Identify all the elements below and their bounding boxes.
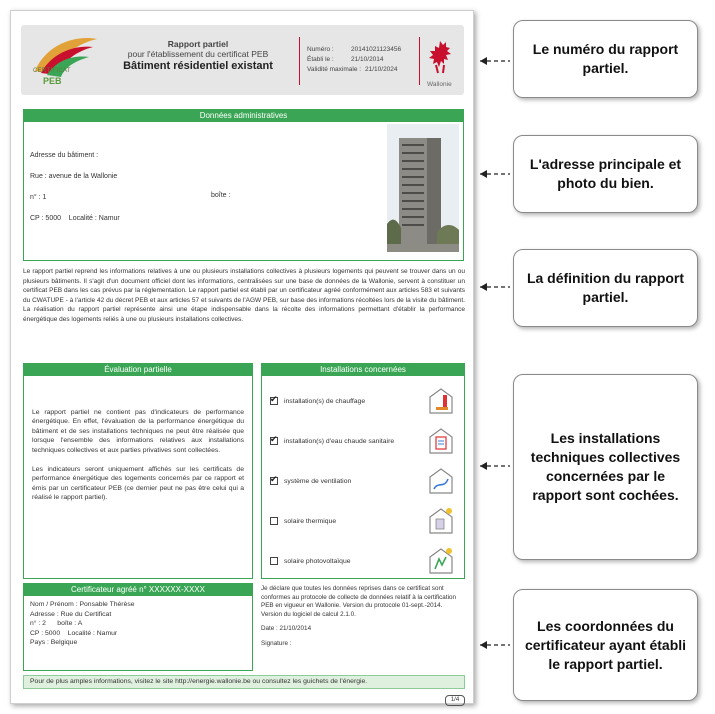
peb-logo-icon — [27, 33, 99, 89]
checkbox-checked[interactable] — [270, 477, 278, 485]
installation-label: solaire photovoltaïque — [284, 557, 351, 565]
photovoltaic-icon — [428, 547, 454, 575]
admin-data-panel — [23, 109, 464, 261]
installation-label: système de ventilation — [284, 477, 352, 485]
callout-installations: Les installations techniques collectives concernées par le rapport sont cochées. — [513, 374, 698, 560]
installation-label: solaire thermique — [284, 517, 337, 525]
declaration-date: Date : 21/10/2014 — [261, 625, 312, 633]
document-header — [21, 25, 464, 95]
street: Rue : avenue de la Wallonie — [30, 173, 118, 180]
callout-report-number: Le numéro du rapport partiel. — [513, 20, 698, 98]
header-title — [105, 39, 291, 72]
certifier-postal-code: CP : 5000 — [30, 629, 61, 637]
certifier-details — [24, 596, 252, 652]
numero-label: Numéro : — [307, 46, 334, 53]
checkbox-checked[interactable] — [270, 437, 278, 445]
checkbox-unchecked[interactable] — [270, 557, 278, 565]
region-label: Wallonie — [427, 81, 452, 88]
house-number: n° : 1 — [30, 194, 47, 201]
certifier-country: Pays : Belgique — [30, 639, 78, 647]
certifier-box: boîte : A — [57, 620, 83, 628]
page-number: 1/4 — [445, 695, 465, 706]
signature-label: Signature : — [261, 639, 292, 647]
arrow-left-icon — [478, 169, 512, 179]
callout-definition: La définition du rapport partiel. — [513, 249, 698, 327]
declaration-block — [261, 585, 465, 649]
installation-label: installation(s) d'eau chaude sanitaire — [284, 437, 395, 445]
installation-label: installation(s) de chauffage — [284, 397, 366, 405]
validite-value: 21/10/2024 — [365, 66, 398, 73]
definition-text: Le rapport partiel reprend les informations relatives à une ou plusieurs installations collectives à plusieurs logements qui peuvent se trouver dans un ou plusieurs bâtiments. Il s'agit d'un document officiel dont les informations, centralisées sur une base de données de la Wallonie, servent à constituer un certificat PEB dans les cas prévus par la réglementation. Le rapport partiel est établi par un certificateur agréé conformément aux articles 583 et suivants du CWATUPE - à l'article 42 du décret PEB et aux articles 57 et suivants de l'AGW PEB, sur base des informations récoltées lors de la visite du bâtiment. La réalisation du rapport partiel représente ainsi une étape indispensable dans la récolte des informations permettant d'établir la performance énergétique des logements reliés à une ou plusieurs installations collectives. — [23, 268, 465, 323]
certifier-locality: Localité : Namur — [67, 629, 118, 637]
locality: Localité : Namur — [68, 215, 120, 222]
installations-panel-title: Installations concernées — [262, 364, 464, 376]
installations-panel — [261, 363, 465, 579]
arrow-left-icon — [478, 461, 512, 471]
arrow-left-icon — [478, 56, 512, 66]
arrow-left-icon — [478, 282, 512, 292]
checkbox-unchecked[interactable] — [270, 517, 278, 525]
admin-panel-title: Données administratives — [24, 110, 463, 122]
logo-text-peb: PEB — [43, 76, 62, 86]
address-label: Adresse du bâtiment : — [30, 152, 99, 159]
logo-text-certificat: CERTIFICAT — [33, 68, 71, 74]
address-block — [30, 150, 120, 234]
installation-item-ventilation — [262, 462, 462, 500]
title-line-2: pour l'établissement du certificat PEB — [127, 49, 269, 59]
wallonia-rooster-icon — [426, 39, 456, 75]
heating-icon — [428, 387, 454, 415]
installation-item-hot-water — [262, 422, 462, 460]
etabli-label: Établi le : — [307, 56, 334, 63]
certifier-panel — [23, 583, 253, 671]
solar-thermal-icon — [428, 507, 454, 535]
installation-item-solar-thermal — [262, 502, 462, 540]
report-info — [307, 45, 401, 75]
checkbox-checked[interactable] — [270, 397, 278, 405]
title-line-3: Bâtiment résidentiel existant — [123, 60, 273, 72]
installation-item-heating — [262, 382, 462, 420]
ventilation-icon — [428, 467, 454, 495]
postal-code: CP : 5000 — [30, 215, 62, 222]
title-line-1: Rapport partiel — [167, 39, 229, 49]
declaration-text: Je déclare que toutes les données reprises dans ce certificat sont conformes au protocole de collecte de données relatif à la certification PEB en vigueur en Wallonie. Version du protocole 01-sept.-2014. Version du logiciel de calcul 2.1.0. — [261, 585, 456, 618]
footer-info-bar: Pour de plus amples informations, visitez le site http://energie.wallonie.be ou consultez les guichets de l'énergie. — [23, 675, 465, 689]
etabli-value: 21/10/2014 — [351, 56, 384, 63]
document-page — [10, 10, 474, 704]
certifier-name: Nom / Prénom : Ponsable Thérèse — [30, 601, 135, 608]
header-divider — [419, 37, 420, 85]
evaluation-panel-title: Évaluation partielle — [24, 364, 252, 376]
certifier-address: Adresse : Rue du Certificat — [30, 610, 112, 618]
validite-label: Validité maximale : — [307, 66, 362, 73]
certifier-panel-title: Certificateur agréé n° XXXXXX-XXXX — [24, 584, 252, 596]
arrow-left-icon — [478, 640, 512, 650]
evaluation-panel — [23, 363, 253, 579]
building-photo — [387, 124, 459, 252]
box-label: boîte : — [211, 192, 231, 199]
certifier-number: n° : 2 — [30, 620, 46, 628]
installation-item-photovoltaic — [262, 542, 462, 580]
callout-certifier: Les coordonnées du certificateur ayant établi le rapport partiel. — [513, 589, 698, 701]
numero-value: 20141021123456 — [351, 46, 402, 53]
header-divider — [299, 37, 300, 85]
evaluation-paragraph: Les indicateurs seront uniquement affichés sur les certificats de performance énergétique des logements concernés par ce rapport et émis par un certificateur PEB (ce dernier peut ne pas être celui qui a réalisé le rapport partiel). — [32, 466, 244, 502]
evaluation-text — [24, 402, 252, 509]
hot-water-icon — [428, 427, 454, 455]
callout-address-photo: L'adresse principale et photo du bien. — [513, 135, 698, 213]
evaluation-paragraph: Le rapport partiel ne contient pas d'indicateurs de performance énergétique. En effet, l'évaluation de la performance énergétique du bâtiment et de ses installations techniques ne peut être réalisée que lorsque l'ensemble des informations relatives aux installations techniques collectives et aux parties privatives sont collectées. — [32, 409, 244, 454]
